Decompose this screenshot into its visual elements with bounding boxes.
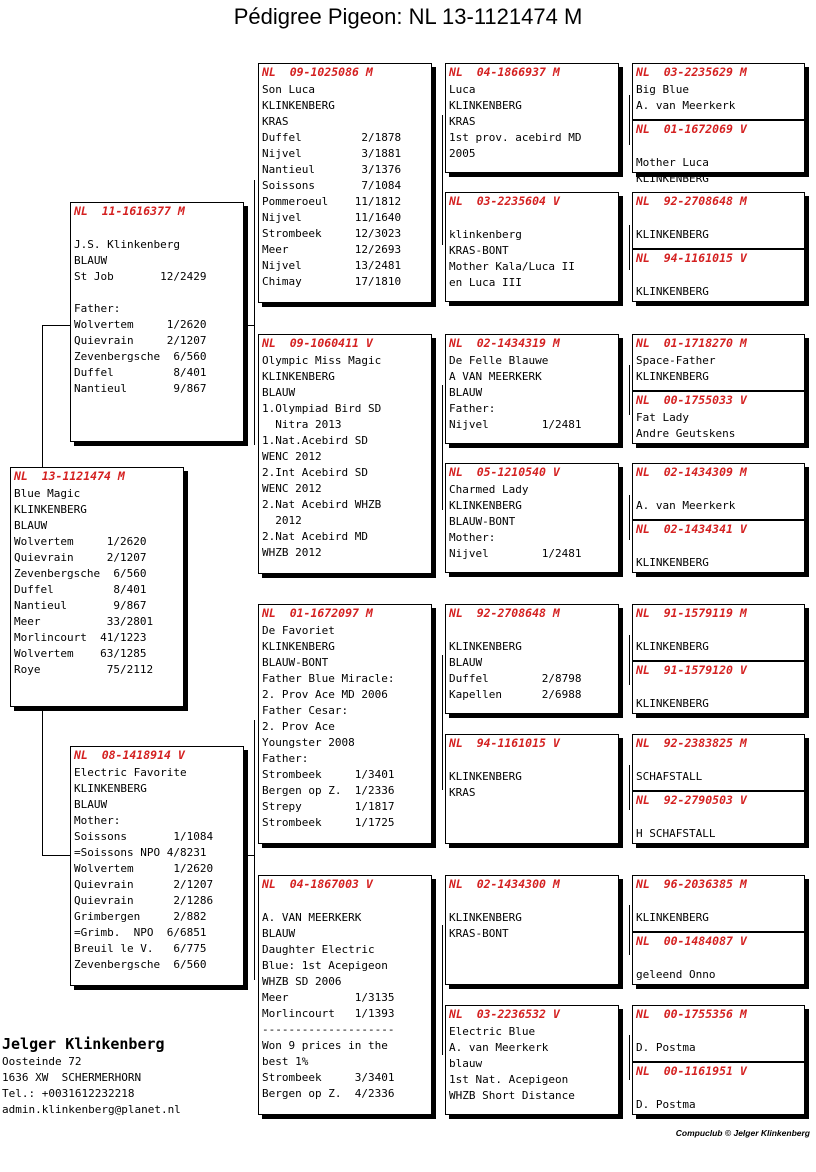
pigeon-info-line: Duffel 8/401 <box>74 366 207 379</box>
pigeon-info-line: Father Blue Miracle: <box>262 672 395 685</box>
pigeon-info-line: Strepy 1/1817 <box>262 800 395 813</box>
pigeon-info <box>633 949 804 983</box>
ring-number: NL 92-2708648 M <box>636 194 747 208</box>
ring-number: NL 00-1484087 V <box>636 934 747 948</box>
pigeon-card-fmf[interactable] <box>445 334 619 444</box>
pigeon-info-line: KLINKENBERG <box>262 640 335 653</box>
pigeon-info <box>446 892 618 942</box>
pigeon-info-line <box>636 623 804 639</box>
pigeon-info-line: 2. Prov Ace MD 2006 <box>262 688 388 701</box>
pigeon-info-line: BLAUW-BONT <box>262 656 329 669</box>
pigeon-info-line: Quievrain 2/1207 <box>74 878 214 891</box>
ring-number: NL 92-2708648 M <box>449 606 560 620</box>
pigeon-info-line: geleend Onno <box>636 968 716 981</box>
pigeon-info-line: BLAUW <box>262 386 296 399</box>
connector-line <box>629 225 630 270</box>
pigeon-card-father-mother[interactable] <box>258 334 432 574</box>
pigeon-info <box>633 808 804 842</box>
pigeon-info-line: KLINKENBERG <box>636 228 709 241</box>
connector-line <box>629 905 630 955</box>
ring-number: NL 04-1866937 M <box>449 65 560 79</box>
pigeon-info <box>446 351 618 433</box>
ring-number: NL 05-1210540 V <box>449 465 560 479</box>
pigeon-info <box>633 266 804 300</box>
pigeon-info-line: Quievrain 2/1207 <box>14 551 147 564</box>
pigeon-info-line: blauw <box>449 1057 483 1070</box>
pigeon-info <box>446 80 618 162</box>
connector-line <box>42 325 43 470</box>
pigeon-info-line <box>262 894 431 910</box>
pigeon-info-line <box>449 894 618 910</box>
pigeon-info-line: 2012 <box>262 514 302 527</box>
pigeon-info-line: -------------------- <box>262 1023 395 1036</box>
ring-number: NL 09-1060411 V <box>262 336 373 350</box>
ring-number: NL 91-1579119 M <box>636 606 747 620</box>
pigeon-info-line: Space-Father <box>636 354 716 367</box>
pigeon-info-line: KLINKENBERG <box>636 911 709 924</box>
pigeon-info-line <box>636 482 804 498</box>
ring-number: NL 00-1161951 V <box>636 1064 747 1078</box>
pigeon-info-line: A. van Meerkerk <box>636 499 736 512</box>
pigeon-info-line: H SCHAFSTALL <box>636 827 716 840</box>
pigeon-info-line: KLINKENBERG <box>262 370 335 383</box>
pigeon-info-line: =Soissons NPO 4/8231 <box>74 846 207 859</box>
pigeon-card-g1[interactable] <box>632 63 805 120</box>
pigeon-info-line: Electric Favorite <box>74 766 187 779</box>
breeder-name: Jelger Klinkenberg <box>2 1035 165 1053</box>
pigeon-info-line: Electric Blue <box>449 1025 536 1038</box>
pigeon-info-line: J.S. Klinkenberg <box>74 238 180 251</box>
pigeon-info-line: Grimbergen 2/882 <box>74 910 207 923</box>
pigeon-info-line: Duffel 2/8798 <box>449 672 582 685</box>
pigeon-info <box>633 892 804 926</box>
pigeon-card-ffm[interactable] <box>445 192 619 302</box>
pigeon-info-line: 2.Nat Acebird WHZB <box>262 498 382 511</box>
pigeon-info-line: KLINKENBERG <box>636 697 709 710</box>
pigeon-info-line: Duffel 8/401 <box>14 583 147 596</box>
pigeon-info <box>633 80 804 114</box>
pigeon-info <box>259 892 431 1102</box>
pigeon-info-line: Wolvertem 63/1285 <box>14 647 147 660</box>
ring-number: NL 02-1434300 M <box>449 877 560 891</box>
pigeon-info-line: 1st prov. acebird MD <box>449 131 582 144</box>
pigeon-info-line: 1.Olympiad Bird SD <box>262 402 382 415</box>
pigeon-info-line: Father: <box>262 752 309 765</box>
connector-line <box>629 95 630 145</box>
pigeon-card-g9[interactable] <box>632 604 805 661</box>
pigeon-info-line: best 1% <box>262 1055 309 1068</box>
ring-number: NL 01-1672069 V <box>636 122 747 136</box>
pigeon-card-g7[interactable] <box>632 463 805 520</box>
pigeon-info-line: Kapellen 2/6988 <box>449 688 582 701</box>
connector-line <box>442 115 443 245</box>
pigeon-info <box>71 219 243 397</box>
pigeon-info-line: Meer 1/3135 <box>262 991 395 1004</box>
pigeon-info-line: Daughter Electric <box>262 943 375 956</box>
pigeon-info-line: Morlincourt 41/1223 <box>14 631 147 644</box>
pigeon-info <box>446 751 618 801</box>
pigeon-card-g4[interactable] <box>632 249 805 302</box>
connector-line <box>42 710 43 855</box>
pigeon-info-line: Charmed Lady <box>449 483 529 496</box>
ring-number: NL 96-2036385 M <box>636 877 747 891</box>
pigeon-info-line: Quievrain 2/1207 <box>74 334 207 347</box>
pigeon-card-g14[interactable] <box>632 932 805 985</box>
pigeon-info-line <box>449 623 618 639</box>
ring-number: NL 02-1434309 M <box>636 465 747 479</box>
pigeon-info-line: BLAUW <box>74 254 108 267</box>
pigeon-info <box>633 621 804 655</box>
pigeon-card-mother-father[interactable] <box>258 604 432 844</box>
pigeon-info <box>259 80 431 290</box>
pigeon-info-line: KLINKENBERG <box>449 640 522 653</box>
pigeon-info-line <box>449 753 618 769</box>
connector-line <box>629 765 630 810</box>
connector-line <box>244 325 254 326</box>
credit-text: Compuclub © Jelger Klinkenberg <box>675 1128 810 1138</box>
pigeon-info-line: Morlincourt 1/1393 <box>262 1007 395 1020</box>
breeder-phone: Tel.: +0031612232218 <box>2 1087 135 1100</box>
pigeon-card-mff[interactable] <box>445 604 619 714</box>
pigeon-info-line: Breuil le V. 6/775 <box>74 942 207 955</box>
pigeon-info-line: A. VAN MEERKERK <box>262 911 362 924</box>
ring-number: NL 02-1434319 M <box>449 336 560 350</box>
pigeon-info-line: Zevenbergsche 6/560 <box>74 350 207 363</box>
ring-number: NL 91-1579120 V <box>636 663 747 677</box>
pigeon-info-line: KRAS <box>449 786 476 799</box>
pigeon-card-g16[interactable] <box>632 1062 805 1115</box>
pigeon-card-mother-mother[interactable] <box>258 875 432 1115</box>
pigeon-info-line: De Favoriet <box>262 624 335 637</box>
page-title: Pédigree Pigeon: NL 13-1121474 M <box>233 4 583 29</box>
pigeon-card-g12[interactable] <box>632 791 805 844</box>
pigeon-info-line: Son Luca <box>262 83 315 96</box>
pigeon-info-line <box>636 211 804 227</box>
connector-line <box>442 655 443 790</box>
pigeon-info-line: Strombeek 1/3401 <box>262 768 395 781</box>
pigeon-card-g13[interactable] <box>632 875 805 932</box>
pigeon-info <box>633 137 804 187</box>
pigeon-info-line: A. van Meerkerk <box>636 99 736 112</box>
pigeon-info-line: WHZB Short Distance <box>449 1089 575 1102</box>
pigeon-info-line: KLINKENBERG <box>636 640 709 653</box>
pigeon-card-mmf[interactable] <box>445 875 619 985</box>
ring-number: NL 02-1434341 V <box>636 522 747 536</box>
pigeon-info-line: KLINKENBERG <box>636 285 709 298</box>
pigeon-info-line: Nijvel 11/1640 <box>262 211 402 224</box>
pigeon-info-line: Nantieul 9/867 <box>14 599 147 612</box>
pigeon-card-g8[interactable] <box>632 520 805 573</box>
pigeon-info <box>446 209 618 291</box>
pigeon-info-line: A VAN MEERKERK <box>449 370 542 383</box>
pigeon-card-mfm[interactable] <box>445 734 619 844</box>
ring-number: NL 03-2235629 M <box>636 65 747 79</box>
pigeon-info-line: Zevenbergsche 6/560 <box>74 958 207 971</box>
pigeon-info-line: Won 9 prices in the <box>262 1039 388 1052</box>
pigeon-info-line: Pommeroeul 11/1812 <box>262 195 402 208</box>
connector-line <box>42 325 72 326</box>
pigeon-info <box>633 480 804 514</box>
pigeon-info-line: Andre Geutskens <box>636 427 736 440</box>
pigeon-info <box>71 763 243 973</box>
pigeon-info-line: Duffel 2/1878 <box>262 131 402 144</box>
pigeon-info-line: BLAUW <box>449 386 483 399</box>
pigeon-info <box>633 751 804 785</box>
pigeon-info-line <box>449 211 618 227</box>
pigeon-info-line: Nantieul 9/867 <box>74 382 207 395</box>
pigeon-card-g2[interactable] <box>632 120 805 185</box>
pigeon-info-line: KLINKENBERG <box>14 503 87 516</box>
pigeon-card-mother[interactable] <box>70 746 244 986</box>
ring-number: NL 94-1161015 V <box>449 736 560 750</box>
pigeon-info-line: Chimay 17/1810 <box>262 275 402 288</box>
connector-line <box>42 855 72 856</box>
pigeon-info-line: Wolvertem 1/2620 <box>14 535 147 548</box>
pigeon-info-line: Wolvertem 1/2620 <box>74 862 214 875</box>
ring-number: NL 03-2235604 V <box>449 194 560 208</box>
breeder-email[interactable]: admin.klinkenberg@planet.nl <box>2 1103 181 1116</box>
pigeon-info-line: Father Cesar: <box>262 704 349 717</box>
ring-number: NL 03-2236532 V <box>449 1007 560 1021</box>
pigeon-info-line: BLAUW <box>262 927 296 940</box>
pigeon-info-line <box>636 1024 804 1040</box>
pigeon-info <box>446 1022 618 1104</box>
pigeon-info-line: Soissons 7/1084 <box>262 179 402 192</box>
pigeon-info <box>446 621 618 703</box>
pigeon-info-line <box>74 221 243 237</box>
pigeon-info-line: Soissons 1/1084 <box>74 830 214 843</box>
pigeon-info <box>633 209 804 243</box>
pigeon-info <box>446 480 618 562</box>
pigeon-info-line: 2005 <box>449 147 476 160</box>
pigeon-info-line: KLINKENBERG <box>262 99 335 112</box>
pigeon-info-line <box>636 753 804 769</box>
pigeon-info-line: WENC 2012 <box>262 450 322 463</box>
ring-number: NL 92-2383825 M <box>636 736 747 750</box>
pigeon-info-line: Strombeek 12/3023 <box>262 227 402 240</box>
connector-line <box>254 720 255 980</box>
pigeon-info-line: KRAS <box>262 115 289 128</box>
pigeon-info-line <box>636 810 804 826</box>
pigeon-info-line: Mother: <box>74 814 121 827</box>
breeder-city: 1636 XW SCHERMERHORN <box>2 1071 142 1084</box>
pigeon-info-line: Big Blue <box>636 83 689 96</box>
pigeon-info-line: St Job 12/2429 <box>74 270 207 283</box>
pigeon-info-line: en Luca III <box>449 276 522 289</box>
pigeon-info-line: KLINKENBERG <box>449 911 522 924</box>
ring-number: NL 09-1025086 M <box>262 65 373 79</box>
connector-line <box>254 180 255 445</box>
pigeon-card-g3[interactable] <box>632 192 805 249</box>
pigeon-info-line: De Felle Blauwe <box>449 354 549 367</box>
pigeon-info-line: Youngster 2008 <box>262 736 355 749</box>
pigeon-info-line: Fat Lady <box>636 411 689 424</box>
pigeon-info-line: KLINKENBERG <box>636 556 709 569</box>
pigeon-info <box>633 537 804 571</box>
ring-number: NL 01-1672097 M <box>262 606 373 620</box>
pigeon-info-line: Strombeek 3/3401 <box>262 1071 395 1084</box>
pigeon-info-line: KRAS-BONT <box>449 244 509 257</box>
breeder-info <box>2 1034 181 1118</box>
pigeon-card-fff[interactable] <box>445 63 619 173</box>
pigeon-info-line <box>636 539 804 555</box>
pigeon-info-line: Mother Kala/Luca II <box>449 260 575 273</box>
pigeon-info-line: Strombeek 1/1725 <box>262 816 395 829</box>
connector-line <box>442 925 443 1055</box>
pigeon-info-line: KRAS <box>449 115 476 128</box>
pigeon-info-line: KLINKENBERG <box>449 770 522 783</box>
ring-number: NL 08-1418914 V <box>74 748 185 762</box>
pigeon-info-line: 2.Nat Acebird MD <box>262 530 368 543</box>
pigeon-card-mmm[interactable] <box>445 1005 619 1115</box>
ring-number: NL 13-1121474 M <box>14 469 125 483</box>
pigeon-info-line: 2.Int Acebird SD <box>262 466 368 479</box>
pigeon-info-line: Wolvertem 1/2620 <box>74 318 207 331</box>
pigeon-info-line: Father: <box>449 402 496 415</box>
pigeon-info-line: KLINKENBERG <box>636 172 709 185</box>
ring-number: NL 92-2790503 V <box>636 793 747 807</box>
ring-number: NL 00-1755356 M <box>636 1007 747 1021</box>
pigeon-info-line: BLAUW <box>74 798 108 811</box>
pigeon-info-line: Nijvel 3/1881 <box>262 147 402 160</box>
breeder-address: Oosteinde 72 <box>2 1055 82 1068</box>
pigeon-info-line: Zevenbergsche 6/560 <box>14 567 147 580</box>
pigeon-card-fmm[interactable] <box>445 463 619 573</box>
pigeon-info-line: 1st Nat. Acepigeon <box>449 1073 569 1086</box>
pigeon-info-line: Bergen op Z. 1/2336 <box>262 784 395 797</box>
pigeon-info <box>633 408 804 442</box>
pigeon-info-line: Meer 33/2801 <box>14 615 154 628</box>
connector-line <box>629 635 630 685</box>
pigeon-info-line: Quievrain 2/1286 <box>74 894 214 907</box>
pigeon-info <box>633 1079 804 1113</box>
pigeon-info-line: Bergen op Z. 4/2336 <box>262 1087 395 1100</box>
pigeon-info-line: A. van Meerkerk <box>449 1041 549 1054</box>
pigeon-info-line: Blue Magic <box>14 487 81 500</box>
pigeon-card-g6[interactable] <box>632 391 805 444</box>
pigeon-info-line: D. Postma <box>636 1098 696 1111</box>
pigeon-info-line <box>636 951 804 967</box>
ring-number: NL 00-1755033 V <box>636 393 747 407</box>
pigeon-info-line: Father: <box>74 302 121 315</box>
pigeon-info-line: WHZB SD 2006 <box>262 975 342 988</box>
pigeon-info-line: Meer 12/2693 <box>262 243 402 256</box>
pigeon-info-line: BLAUW-BONT <box>449 515 516 528</box>
pigeon-info-line <box>636 139 804 155</box>
pigeon-info-line <box>74 285 243 301</box>
pigeon-info-line: WENC 2012 <box>262 482 322 495</box>
pigeon-info-line: 2. Prov Ace <box>262 720 335 733</box>
pigeon-info-line: Nijvel 1/2481 <box>449 547 582 560</box>
pigeon-info-line: BLAUW <box>14 519 48 532</box>
pigeon-info-line: BLAUW <box>449 656 483 669</box>
connector-line <box>629 495 630 540</box>
pigeon-card-g5[interactable] <box>632 334 805 391</box>
pigeon-info-line: KLINKENBERG <box>449 99 522 112</box>
pigeon-info-line <box>636 1081 804 1097</box>
connector-line <box>244 855 254 856</box>
pigeon-info-line: klinkenberg <box>449 228 522 241</box>
pigeon-info <box>11 484 183 678</box>
pigeon-info-line: Mother: <box>449 531 496 544</box>
pigeon-card-g10[interactable] <box>632 661 805 714</box>
pigeon-info-line: KRAS-BONT <box>449 927 509 940</box>
pigeon-info-line: 1.Nat.Acebird SD <box>262 434 368 447</box>
pigeon-card-g15[interactable] <box>632 1005 805 1062</box>
pigeon-info-line: SCHAFSTALL <box>636 770 703 783</box>
pigeon-card-g11[interactable] <box>632 734 805 791</box>
connector-line <box>629 365 630 415</box>
pigeon-info <box>259 621 431 831</box>
pigeon-info <box>633 1022 804 1056</box>
ring-number: NL 01-1718270 M <box>636 336 747 350</box>
pigeon-info <box>259 351 431 561</box>
pigeon-info-line: =Grimb. NPO 6/6851 <box>74 926 207 939</box>
pigeon-info-line <box>636 268 804 284</box>
pigeon-card-father-father[interactable] <box>258 63 432 303</box>
pigeon-info-line: Nantieul 3/1376 <box>262 163 402 176</box>
pigeon-info-line: Nijvel 1/2481 <box>449 418 582 431</box>
ring-number: NL 11-1616377 M <box>74 204 185 218</box>
pigeon-info <box>633 678 804 712</box>
pigeon-info-line: Luca <box>449 83 476 96</box>
pigeon-info-line: Olympic Miss Magic <box>262 354 382 367</box>
pigeon-info-line <box>636 894 804 910</box>
pigeon-info-line: KLINKENBERG <box>74 782 147 795</box>
connector-line <box>629 1035 630 1080</box>
pigeon-card-father[interactable] <box>70 202 244 442</box>
pigeon-info-line: KLINKENBERG <box>636 370 709 383</box>
pigeon-info-line: D. Postma <box>636 1041 696 1054</box>
pigeon-info-line: Nijvel 13/2481 <box>262 259 402 272</box>
pigeon-info-line: Roye 75/2112 <box>14 663 154 676</box>
pigeon-info-line: Blue: 1st Acepigeon <box>262 959 388 972</box>
connector-line <box>442 385 443 510</box>
pigeon-info-line: WHZB 2012 <box>262 546 322 559</box>
pigeon-info <box>633 351 804 385</box>
pigeon-info-line: Mother Luca <box>636 156 709 169</box>
ring-number: NL 94-1161015 V <box>636 251 747 265</box>
ring-number: NL 04-1867003 V <box>262 877 373 891</box>
pigeon-card-subject[interactable] <box>10 467 184 707</box>
pigeon-info-line: Nitra 2013 <box>262 418 342 431</box>
pigeon-info-line: KLINKENBERG <box>449 499 522 512</box>
pigeon-info-line <box>636 680 804 696</box>
